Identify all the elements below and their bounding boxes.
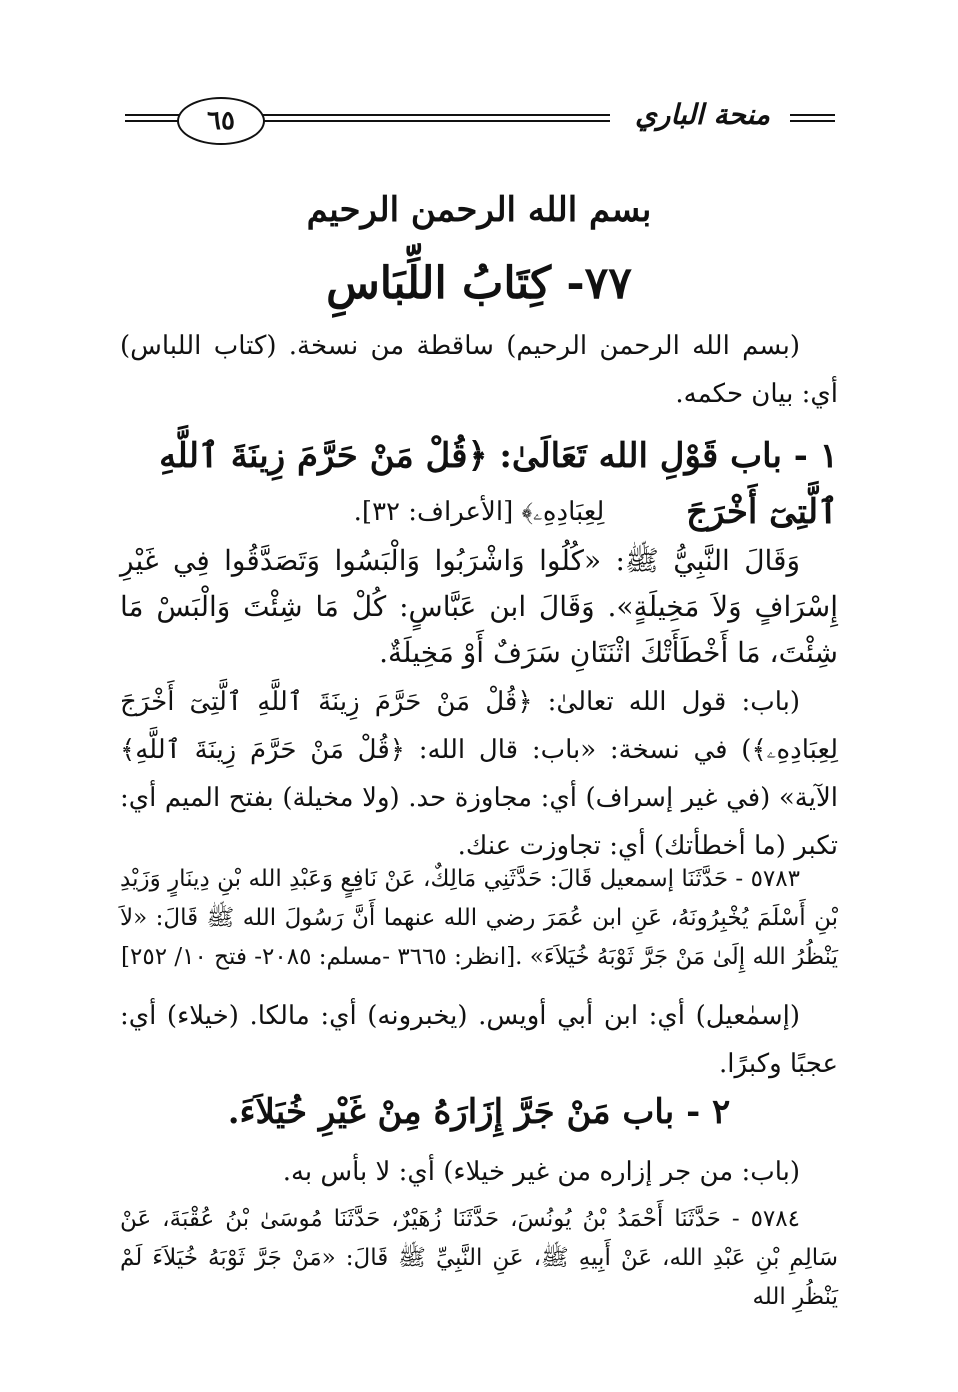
basmala: بسم الله الرحمن الرحيم [306,190,652,230]
chapter-1-hadith-text: وَقَالَ النَّبِيُّ ﷺ: «كُلُوا وَاشْرَبُوا وَالْبَسُوا وَتَصَدَّقُوا فِي غَيْرِ إِسْرَافٍ وَلاَ مَخِيلَةٍ». وَقَالَ ابن عَبَّاسٍ: كُلْ مَا شِئْتَ وَالْبَسْ مَا شِئْتَ، مَا أَخْطَأَتْكَ اثْنَتَانِ سَرَفٌ أَوْ مَخِيلَةٌ. [120,544,838,669]
chapter-1-heading: ١ - باب قَوْلِ الله تَعَالَىٰ: ﴿قُلْ مَنْ حَرَّمَ زِينَةَ ٱللَّهِ ٱلَّتِىٓ أَخْرَجَ [159,436,838,532]
book-title: ٧٧- كِتَابُ اللِّبَاسِ [326,258,632,309]
header-rule-left [125,113,185,123]
intro-note: (بسم الله الرحمن الرحيم) ساقطة من نسخة. (كتاب اللباس) أي: بيان حكمه. [120,331,838,409]
hadith-5784: ٥٧٨٤ - حَدَّثَنَا أَحْمَدُ بْنُ يُونُسَ، حَدَّثَنَا زُهَيْرٌ، حَدَّثَنَا مُوسَىٰ بْنُ عُقْبَةَ، عَنْ سَالِمِ بْنِ عَبْدِ الله، عَنْ أَبِيهِ ﷺ، عَنِ النَّبِيِّ ﷺ قَالَ: «مَنْ جَرَّ ثَوْبَهُ خُيَلاَءَ لَمْ يَنْظُرِ الله [120,1206,838,1310]
hadith-5783: ٥٧٨٣ - حَدَّثَنَا إسمعيل قَالَ: حَدَّثَنِي مَالِكٌ، عَنْ نَافِعٍ وَعَبْدِ الله بْنِ دِينَارٍ وَزَيْدِ بْنِ أَسْلَمَ يُخْبِرُونَهُ، عَنِ ابن عُمَرَ رضي الله عنهما أَنَّ رَسُولَ الله ﷺ قَالَ: «لاَ يَنْظُرُ الله إِلَىٰ مَنْ جَرَّ ثَوْبَهُ خُيَلاَءَ» .[انظر: ٣٦٦٥ -مسلم: ٢٠٨٥- فتح ١٠/ ٢٥٢] [120,866,838,970]
running-title: منحة الباري [634,98,770,131]
header-rule-right [790,113,835,123]
chapter-2-heading: ٢ - باب مَنْ جَرَّ إِزَارَهُ مِنْ غَيْرِ خُيَلاَءَ. [227,1092,731,1132]
hadith-5783-commentary: (إسمٰعيل) أي: ابن أبي أويس. (يخبرونه) أي: مالكا. (خيلاء) أي: عجبًا وكبرًا. [120,1001,838,1079]
chapter-2-commentary: (باب: من جر إزاره من غير خيلاء) أي: لا بأس به. [282,1157,800,1187]
chapter-1-heading-continuation: لِعِبَادِهِۦ﴾ [الأعراف: ٣٢]. [353,497,605,527]
chapter-1-commentary: (باب: قول الله تعالىٰ: ﴿قُلْ مَنْ حَرَّمَ زِينَةَ ٱللَّهِ ٱلَّتِىٓ أَخْرَجَ لِعِبَادِهِۦ﴾) في نسخة: «باب: قال الله: ﴿قُلْ مَنْ حَرَّمَ زِينَةَ ٱللَّهِ﴾ الآية» (في غير إسراف) أي: مجاوزة حد. (ولا مخيلة) بفتح الميم أي: تكبر (ما أخطأتك) أي: تجاوزت عنك. [120,687,838,861]
page-number: ٦٥ [177,97,265,145]
page-header [0,95,958,145]
header-rule-middle [255,113,610,123]
